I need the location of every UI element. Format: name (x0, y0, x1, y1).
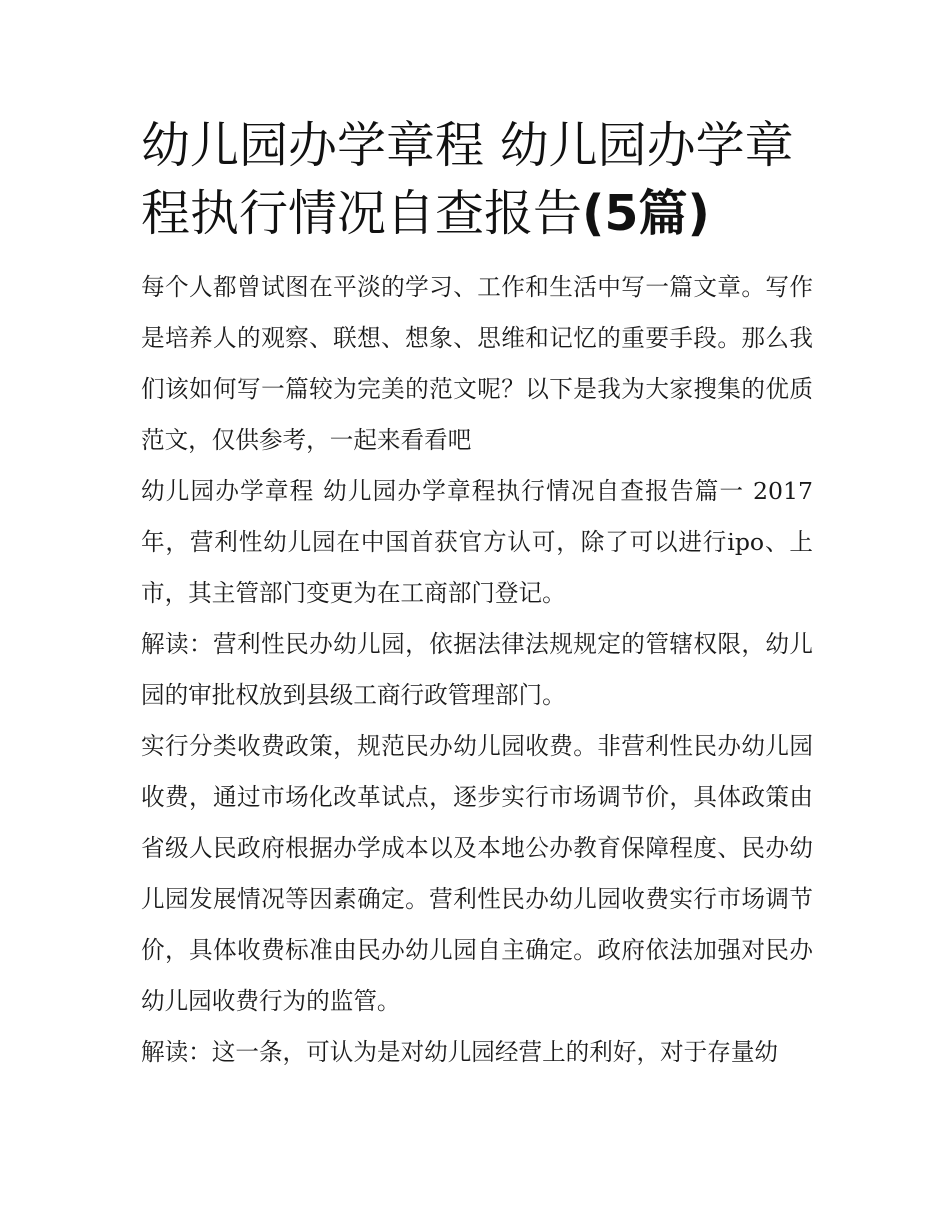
paragraph-interpretation-2: 解读：这一条，可认为是对幼儿园经营上的利好，对于存量幼 (141, 1038, 779, 1066)
paragraph-section-one: 幼儿园办学章程 幼儿园办学章程执行情况自查报告篇一 2017年，营利性幼儿园在中国首获官方认可，除了可以进行ipo、上市，其主管部门变更为在工商部门登记。 (141, 477, 813, 607)
document-title: 幼儿园办学章程 幼儿园办学章程执行情况自查报告(5篇) (141, 117, 794, 242)
document-page (141, 112, 813, 1078)
paragraph-intro: 每个人都曾试图在平淡的学习、工作和生活中写一篇文章。写作是培养人的观察、联想、想象、思维和记忆的重要手段。那么我们该如何写一篇较为完美的范文呢？以下是我为大家搜集的优质范文，仅供参考，一起来看看吧 (141, 273, 813, 454)
paragraph-interpretation-1: 解读：营利性民办幼儿园，依据法律法规规定的管辖权限，幼儿园的审批权放到县级工商行政管理部门。 (141, 630, 813, 709)
title-count-suffix: (5篇) (582, 185, 710, 242)
document-body (141, 262, 813, 1078)
paragraph-fee-policy: 实行分类收费政策，规范民办幼儿园收费。非营利性民办幼儿园收费，通过市场化改革试点，逐步实行市场调节价，具体政策由省级人民政府根据办学成本以及本地公办教育保障程度、民办幼儿园发展情况等因素确定。营利性民办幼儿园收费实行市场调节价，具体收费标准由民办幼儿园自主确定。政府依法加强对民办幼儿园收费行为的监管。 (141, 732, 813, 1015)
